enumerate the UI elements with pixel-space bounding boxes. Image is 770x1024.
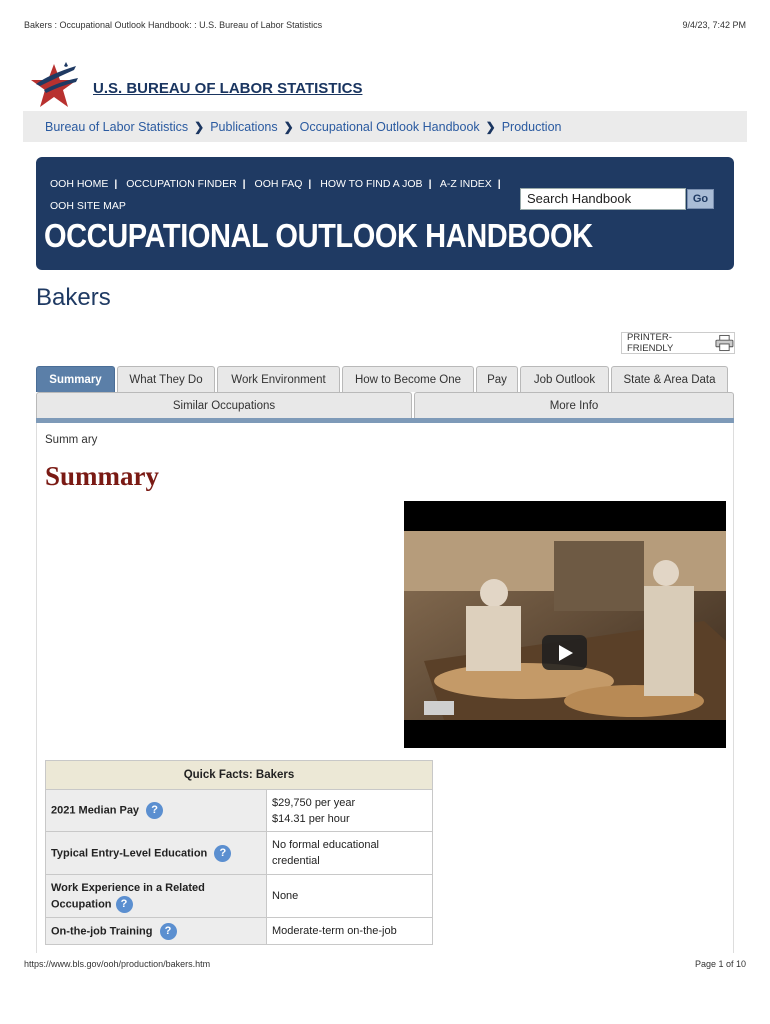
chevron-right-icon: ❯ — [194, 119, 205, 134]
search-go-button[interactable]: Go — [687, 189, 714, 209]
tab-similar-occupations[interactable]: Similar Occupations — [36, 392, 412, 418]
row-label — [46, 790, 267, 832]
row-label-text: Typical Entry-Level Education — [51, 846, 208, 859]
row-value-line: $14.31 per hour — [272, 812, 350, 825]
chevron-right-icon: ❯ — [485, 119, 496, 134]
help-icon[interactable]: ? — [214, 845, 231, 862]
nav-a-z-index[interactable]: A-Z INDEX — [439, 178, 492, 190]
help-icon[interactable]: ? — [116, 896, 133, 913]
printer-icon — [715, 334, 734, 352]
row-value — [267, 832, 433, 875]
table-row — [46, 918, 433, 945]
nav-ooh-home[interactable]: OOH HOME — [50, 178, 109, 190]
help-icon[interactable]: ? — [160, 923, 177, 940]
row-value — [267, 790, 433, 832]
printer-friendly-label: PRINTER-FRIENDLY — [627, 332, 674, 354]
print-header-title: Bakers : Occupational Outlook Handbook: : U.S. Bureau of Labor Statistics — [24, 20, 323, 30]
row-label-text: On-the-job Training — [51, 924, 153, 937]
print-header-datetime: 9/4/23, 7:42 PM — [682, 20, 746, 30]
print-footer-page: Page 1 of 10 — [694, 959, 746, 969]
breadcrumb-item-production[interactable]: Production — [501, 119, 562, 134]
bls-star-logo-icon — [30, 60, 82, 116]
ooh-title: OCCUPATIONAL OUTLOOK HANDBOOK — [44, 217, 593, 254]
bls-logo[interactable] — [30, 60, 82, 116]
tab-work-environment[interactable]: Work Environment — [217, 366, 340, 392]
row-label — [46, 832, 267, 875]
row-value-line: No formal educational — [272, 839, 380, 851]
banner-nav: OOH HOME | OCCUPATION FINDER | OOH FAQ | HOW TO FIND A JOB | A-Z INDEX | OOH SITE MAP — [50, 178, 501, 212]
breadcrumb-item-bls[interactable]: Bureau of Labor Statistics — [45, 119, 189, 134]
video-thumbnail — [404, 531, 726, 720]
section-label: Summ ary — [45, 434, 98, 446]
row-label — [46, 918, 267, 945]
print-footer — [24, 959, 746, 969]
row-value — [267, 875, 433, 918]
nav-how-to-find-a-job[interactable]: HOW TO FIND A JOB — [320, 178, 423, 190]
summary-heading: Summary — [45, 461, 159, 491]
row-label-text: Work Experience in a Related — [51, 881, 205, 894]
row-value-line: $29,750 per year — [272, 796, 356, 809]
print-footer-url: https://www.bls.gov/ooh/production/bakers.htm — [24, 959, 211, 969]
table-row — [46, 790, 433, 832]
tab-more-info[interactable]: More Info — [414, 392, 734, 418]
help-icon[interactable]: ? — [146, 802, 163, 819]
row-value-line: credential — [272, 855, 320, 867]
tabs-secondary — [36, 392, 734, 418]
row-value-line: None — [272, 890, 299, 902]
table-row — [46, 832, 433, 875]
video-player[interactable] — [404, 501, 726, 748]
row-value — [267, 918, 433, 945]
breadcrumb-item-ooh[interactable]: Occupational Outlook Handbook — [299, 119, 480, 134]
breadcrumb — [23, 111, 747, 142]
row-label-text: 2021 Median Pay — [51, 804, 140, 817]
search-input[interactable]: Search Handbook — [520, 188, 686, 210]
chevron-right-icon: ❯ — [283, 119, 294, 134]
ooh-banner — [36, 157, 734, 270]
print-header — [24, 20, 746, 30]
tab-what-they-do[interactable]: What They Do — [117, 366, 215, 392]
printer-friendly-button[interactable] — [621, 332, 735, 354]
row-label-text: Occupation — [51, 897, 112, 910]
agency-name-link[interactable]: U.S. BUREAU OF LABOR STATISTICS — [93, 80, 363, 97]
tab-job-outlook[interactable]: Job Outlook — [520, 366, 609, 392]
breadcrumb-item-publications[interactable]: Publications — [210, 119, 278, 134]
page-title: Bakers — [36, 284, 111, 311]
tab-pay[interactable]: Pay — [476, 366, 518, 392]
table-row — [46, 875, 433, 918]
quick-facts-title: Quick Facts: Bakers — [46, 761, 433, 790]
play-icon[interactable] — [542, 635, 587, 670]
row-label — [46, 875, 267, 918]
nav-occupation-finder[interactable]: OCCUPATION FINDER — [126, 178, 237, 190]
tabs-primary — [36, 366, 734, 392]
tab-state-area-data[interactable]: State & Area Data — [611, 366, 728, 392]
row-value-line: Moderate-term on-the-job — [272, 925, 397, 937]
tab-summary[interactable]: Summary — [36, 366, 115, 392]
tab-how-to-become-one[interactable]: How to Become One — [342, 366, 474, 392]
nav-ooh-site-map[interactable]: OOH SITE MAP — [50, 200, 126, 212]
nav-ooh-faq[interactable]: OOH FAQ — [254, 178, 303, 190]
quick-facts-table — [45, 760, 433, 945]
